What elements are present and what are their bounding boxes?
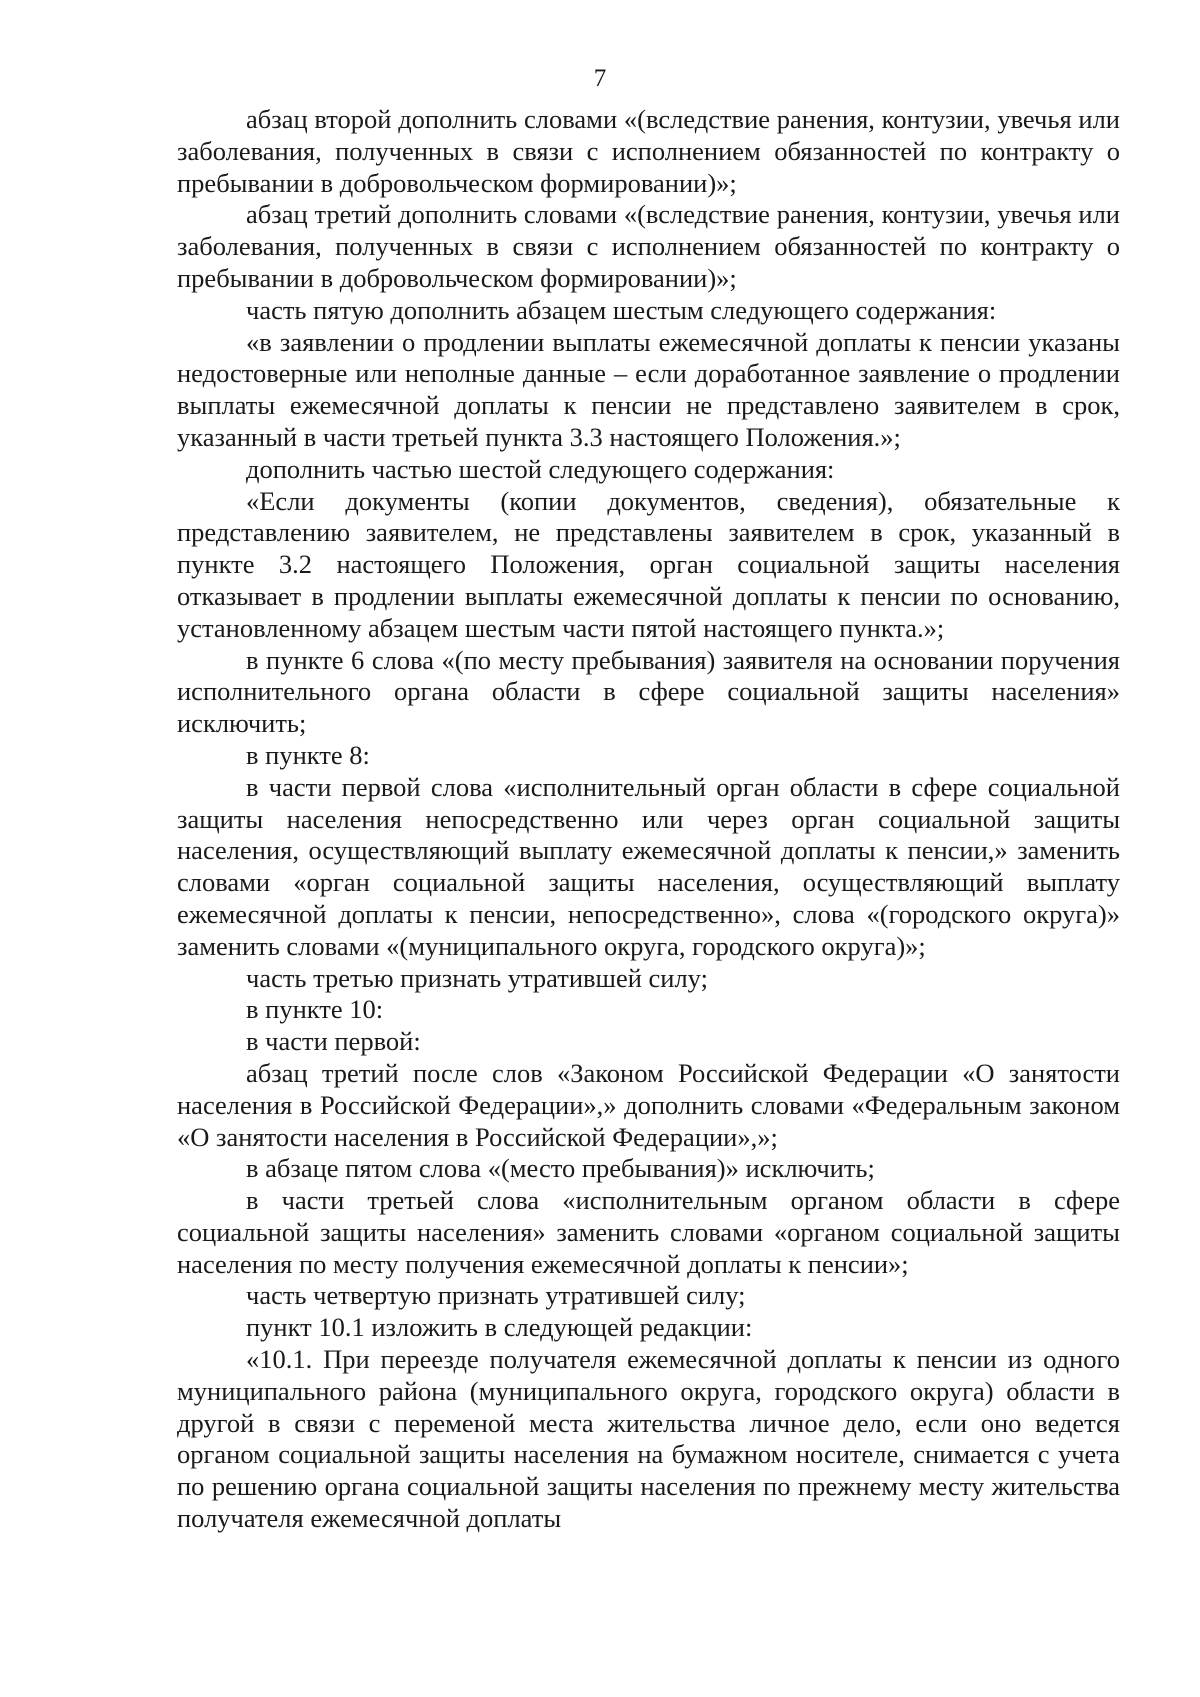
- paragraph-10: часть третью признать утратившей силу;: [246, 962, 708, 993]
- paragraph-1: абзац второй дополнить словами «(вследствие ранения, контузии, увечья или заболевания, полученных в связи с исполнением обязанностей по контракту о пребывании в добровольческом формировании)»;: [177, 104, 1120, 198]
- paragraph-6: «Если документы (копии документов, сведения), обязательные к представлению заявителем, не представлены заявителем в срок, указанный в пункте 3.2 настоящего Положения, орган социальной защиты населения отказывает в продлении выплаты ежемесячной доплаты к пенсии по основанию, установленному абзацем шестым части пятой настоящего пункта.»;: [177, 485, 1120, 643]
- paragraph-7: в пункте 6 слова «(по месту пребывания) заявителя на основании поручения исполнительного органа области в сфере социальной защиты населения» исключить;: [177, 644, 1120, 739]
- paragraph-13: абзац третий после слов «Законом Российской Федерации «О занятости населения в Российской Федерации»,» дополнить словами «Федеральным законом «О занятости населения в Российской Федерации»,»;: [177, 1057, 1120, 1152]
- paragraph-2: абзац третий дополнить словами «(вследствие ранения, контузии, увечья или заболевания, полученных в связи с исполнением обязанностей по контракту о пребывании в добровольческом формировании)»;: [177, 199, 1120, 293]
- paragraph-8: в пункте 8:: [246, 739, 370, 770]
- paragraph-9: в части первой слова «исполнительный орган области в сфере социальной защиты населения непосредственно или через орган социальной защиты населения, осуществляющий выплату ежемесячной доплаты к пенсии,» заменить словами «орган социальной защиты населения, осуществляющий выплату ежемесячной доплаты к пенсии, непосредственно», слова «(городского округа)» заменить словами «(муниципального округа, городского округа)»;: [177, 771, 1120, 961]
- paragraph-5: дополнить частью шестой следующего содержания:: [246, 453, 835, 484]
- page-number: 7: [593, 65, 607, 92]
- paragraph-18: «10.1. При переезде получателя ежемесячной доплаты к пенсии из одного муниципального района (муниципального округа, городского округа) области в другой в связи с переменой места жительства личное дело, если оно ведется органом социальной защиты населения на бумажном носителе, снимается с учета по решению органа социальной защиты населения по прежнему месту жительства получателя ежемесячной доплаты: [177, 1344, 1120, 1534]
- paragraph-14: в абзаце пятом слова «(место пребывания)» исключить;: [246, 1153, 875, 1184]
- paragraph-17: пункт 10.1 изложить в следующей редакции:: [246, 1312, 753, 1343]
- document-body: [177, 104, 1120, 1535]
- paragraph-15: в части третьей слова «исполнительным органом области в сфере социальной защиты населения» заменить словами «органом социальной защиты населения по месту получения ежемесячной доплаты к пенсии»;: [177, 1185, 1120, 1279]
- paragraph-16: часть четвертую признать утратившей силу;: [246, 1280, 746, 1311]
- paragraph-3: часть пятую дополнить абзацем шестым следующего содержания:: [246, 294, 997, 325]
- paragraph-12: в части первой:: [246, 1026, 421, 1057]
- paragraph-4: «в заявлении о продлении выплаты ежемесячной доплаты к пенсии указаны недостоверные или неполные данные – если доработанное заявление о продлении выплаты ежемесячной доплаты к пенсии не представлено заявителем в срок, указанный в части третьей пункта 3.3 настоящего Положения.»;: [177, 326, 1120, 452]
- paragraph-11: в пункте 10:: [246, 994, 384, 1025]
